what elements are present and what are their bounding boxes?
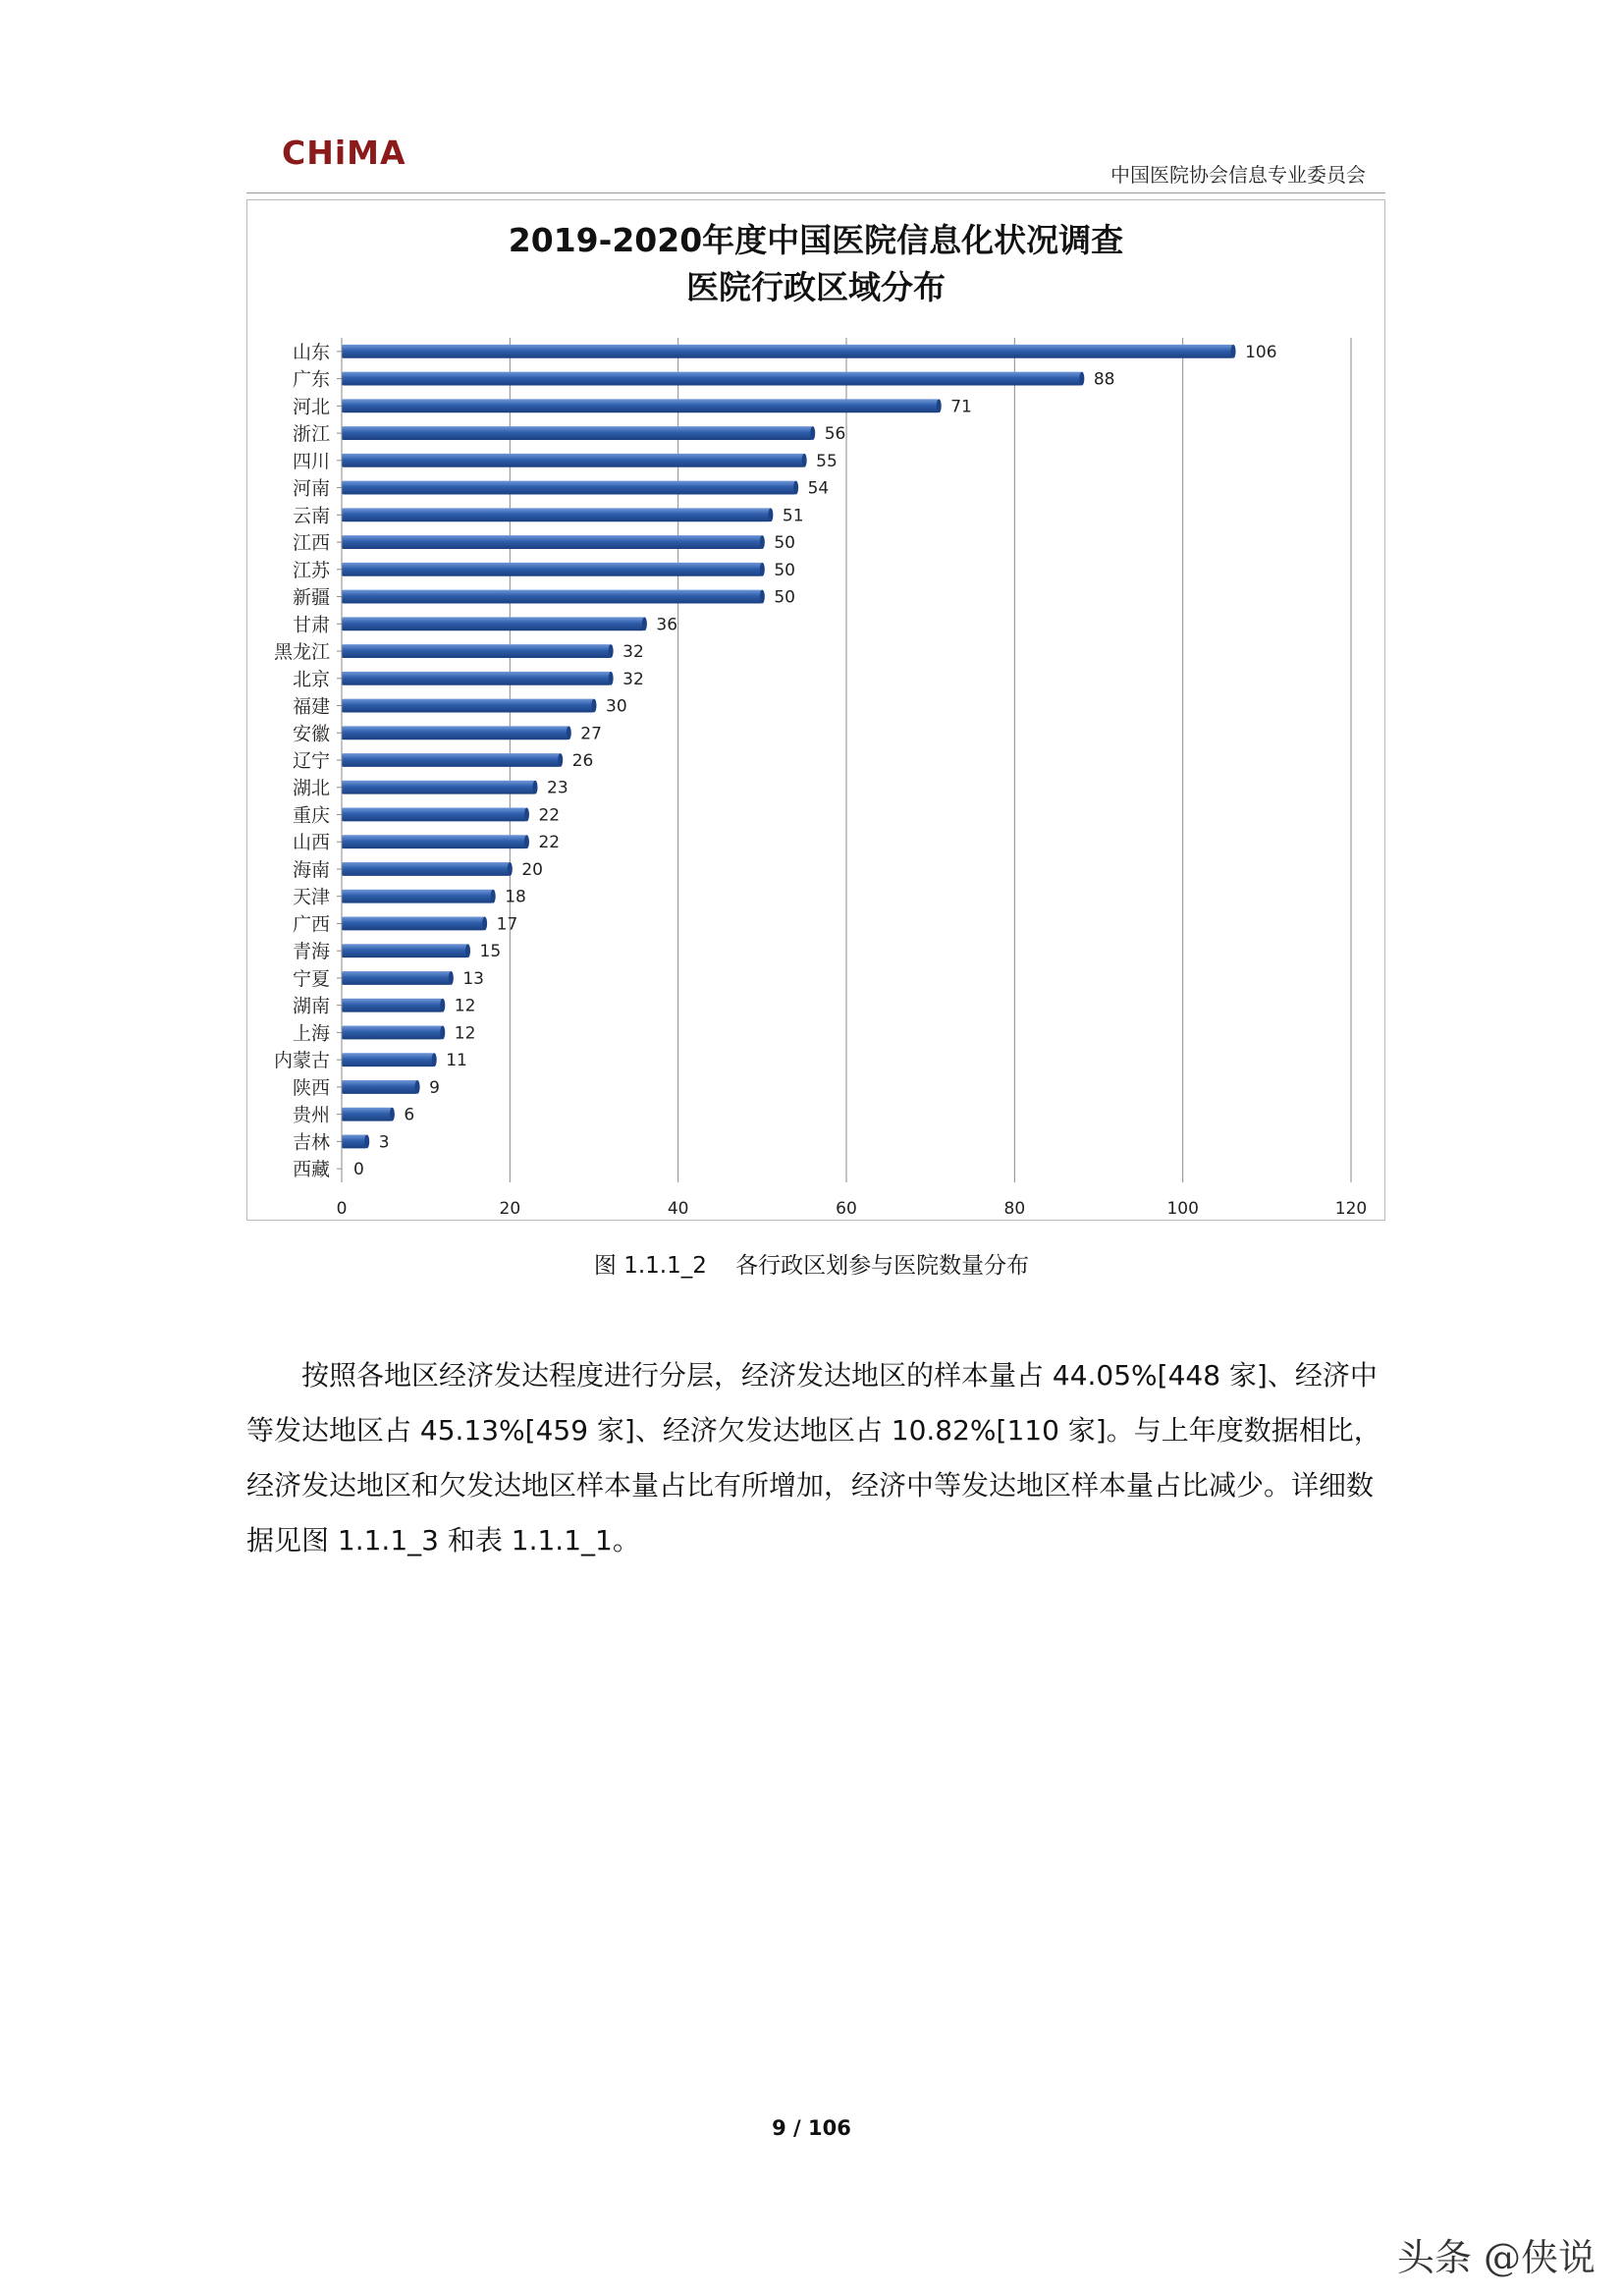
bar-cap — [440, 999, 445, 1012]
category-label: 云南 — [292, 505, 330, 527]
data-label: 26 — [571, 751, 594, 771]
bar — [342, 944, 468, 957]
category-label: 四川 — [292, 450, 330, 472]
bar-cap — [465, 944, 470, 957]
bar-cap — [567, 726, 571, 739]
category-label: 安徽 — [292, 723, 330, 745]
category-label: 天津 — [292, 886, 330, 908]
data-label: 20 — [521, 859, 543, 880]
bar — [342, 862, 510, 876]
bar — [342, 808, 526, 822]
bar — [342, 726, 568, 739]
bar-cap — [390, 1108, 395, 1121]
bar-cap — [558, 753, 563, 767]
bar-cap — [415, 1080, 420, 1094]
data-label: 32 — [622, 669, 644, 689]
category-label: 湖北 — [292, 777, 330, 799]
bar-cap — [760, 590, 765, 604]
bar — [342, 753, 561, 767]
category-label: 福建 — [292, 695, 330, 718]
data-label: 11 — [446, 1051, 467, 1071]
bar — [342, 1053, 434, 1066]
bar-chart — [247, 200, 1384, 1220]
data-label: 27 — [580, 724, 602, 744]
bar — [342, 454, 804, 467]
data-label: 55 — [816, 451, 838, 471]
bar — [342, 917, 485, 931]
data-label: 54 — [807, 478, 830, 499]
data-label: 23 — [547, 778, 568, 798]
bar — [342, 481, 796, 495]
bar-cap — [524, 808, 529, 822]
bar — [342, 426, 813, 440]
data-label: 106 — [1245, 342, 1277, 362]
bar — [342, 399, 939, 412]
category-label: 甘肃 — [292, 614, 330, 636]
category-label: 青海 — [292, 941, 330, 963]
category-label: 江苏 — [292, 559, 330, 581]
figure-caption-text: 各行政区划参与医院数量分布 — [735, 1253, 1030, 1279]
data-label: 0 — [353, 1160, 364, 1180]
bar-cap — [642, 617, 647, 630]
body-paragraph: 按照各地区经济发达程度进行分层，经济发达地区的样本量占 44.05%[448 家]、经济中等发达地区占 45.13%[459 家]、经济欠发达地区占 10.82%[110 家]。与上年度数据相比，经济发达地区和欠发达地区样本量占比有所增加，经济中等发达地区样本量占比减少。详细数据见图 1.1.1_3 和表 1.1.1_1。 — [246, 1359, 1381, 1557]
data-label: 36 — [656, 615, 678, 635]
page-number: 9 / 106 — [772, 2116, 851, 2140]
bar-cap — [364, 1134, 369, 1148]
chart-subtitle: 医院行政区域分布 — [686, 268, 946, 306]
bar — [342, 999, 443, 1012]
data-label: 50 — [774, 533, 795, 554]
data-label: 88 — [1093, 369, 1115, 390]
data-label: 32 — [622, 642, 644, 663]
bar-cap — [1231, 345, 1236, 358]
data-label: 9 — [429, 1077, 440, 1098]
category-label: 陕西 — [292, 1076, 330, 1099]
x-tick-label: 120 — [1334, 1199, 1368, 1219]
data-label: 12 — [454, 996, 476, 1016]
category-label: 浙江 — [292, 423, 330, 446]
figure-number: 图 1.1.1_2 — [593, 1253, 707, 1279]
bars — [342, 343, 1277, 1179]
data-label: 50 — [774, 587, 795, 608]
bar — [342, 971, 451, 985]
data-label: 50 — [774, 560, 795, 580]
category-label: 广西 — [292, 913, 330, 936]
category-label: 贵州 — [292, 1104, 330, 1126]
bar-cap — [524, 835, 529, 848]
bar — [342, 781, 535, 794]
category-label: 河南 — [292, 477, 330, 500]
bar-cap — [482, 917, 487, 931]
category-label: 广东 — [292, 368, 330, 391]
x-tick-label: 40 — [667, 1199, 689, 1219]
bar-cap — [760, 535, 765, 549]
x-tick-label: 80 — [1003, 1199, 1026, 1219]
data-label: 18 — [505, 887, 526, 907]
header-rule — [246, 192, 1385, 193]
watermark: 头条 @侠说 — [1396, 2236, 1596, 2279]
data-label: 51 — [782, 506, 804, 526]
bar-cap — [440, 1025, 445, 1039]
bar-cap — [449, 971, 454, 985]
bar — [342, 699, 594, 713]
bar — [342, 617, 644, 630]
bar-cap — [768, 508, 773, 521]
data-label: 6 — [404, 1105, 415, 1125]
bar-cap — [937, 399, 942, 412]
category-label: 吉林 — [292, 1131, 330, 1154]
bar-cap — [592, 699, 597, 713]
category-label: 北京 — [292, 668, 330, 690]
data-label: 15 — [479, 942, 502, 962]
data-label: 22 — [538, 805, 561, 826]
category-label: 山西 — [292, 832, 330, 854]
bar-cap — [810, 426, 815, 440]
data-label: 13 — [462, 968, 485, 989]
category-label: 山东 — [292, 341, 330, 363]
bar-cap — [432, 1053, 437, 1066]
category-label: 新疆 — [292, 586, 330, 609]
category-label: 上海 — [292, 1022, 330, 1045]
bar — [342, 890, 493, 903]
bar — [342, 1025, 443, 1039]
data-label: 71 — [950, 397, 972, 417]
x-tick-label: 60 — [836, 1199, 857, 1219]
bar — [342, 590, 762, 604]
data-label: 12 — [454, 1023, 476, 1044]
category-label: 西藏 — [292, 1159, 330, 1181]
category-label: 辽宁 — [292, 750, 330, 772]
category-label: 江西 — [292, 532, 330, 555]
data-label: 17 — [496, 914, 518, 935]
data-label: 30 — [606, 696, 627, 717]
bar-cap — [609, 644, 614, 658]
bar-cap — [802, 454, 807, 467]
body-text — [246, 1348, 1385, 1568]
bar — [342, 644, 611, 658]
bar — [342, 1134, 367, 1148]
category-label: 黑龙江 — [273, 641, 330, 664]
category-label: 湖南 — [292, 995, 330, 1017]
bar — [342, 835, 526, 848]
bar — [342, 508, 771, 521]
bar — [342, 372, 1082, 386]
bar-cap — [760, 563, 765, 576]
category-label: 内蒙古 — [273, 1050, 330, 1072]
x-tick-label: 100 — [1166, 1199, 1199, 1219]
data-label: 3 — [378, 1132, 390, 1153]
bar-cap — [491, 890, 496, 903]
chart-container — [246, 199, 1385, 1221]
bar — [342, 563, 762, 576]
x-tick-label: 0 — [336, 1199, 348, 1219]
bar — [342, 345, 1233, 358]
bar-cap — [533, 781, 538, 794]
chima-logo: CHiMA — [282, 134, 406, 172]
bar — [342, 672, 611, 685]
chart-title: 2019-2020年度中国医院信息化状况调查 — [508, 221, 1124, 259]
bar — [342, 1080, 417, 1094]
data-label: 56 — [824, 424, 846, 445]
bar — [342, 535, 762, 549]
bar — [342, 1108, 392, 1121]
bar-cap — [1079, 372, 1084, 386]
bar-cap — [508, 862, 513, 876]
category-label: 重庆 — [292, 804, 330, 827]
bar-cap — [609, 672, 614, 685]
category-label: 河北 — [292, 396, 330, 418]
data-label: 22 — [538, 833, 561, 853]
figure-caption — [0, 1247, 1623, 1280]
x-tick-label: 20 — [499, 1199, 521, 1219]
category-label: 海南 — [292, 858, 330, 881]
bar-cap — [793, 481, 798, 495]
category-label: 宁夏 — [292, 967, 330, 990]
organization-name: 中国医院协会信息专业委员会 — [1110, 163, 1366, 187]
